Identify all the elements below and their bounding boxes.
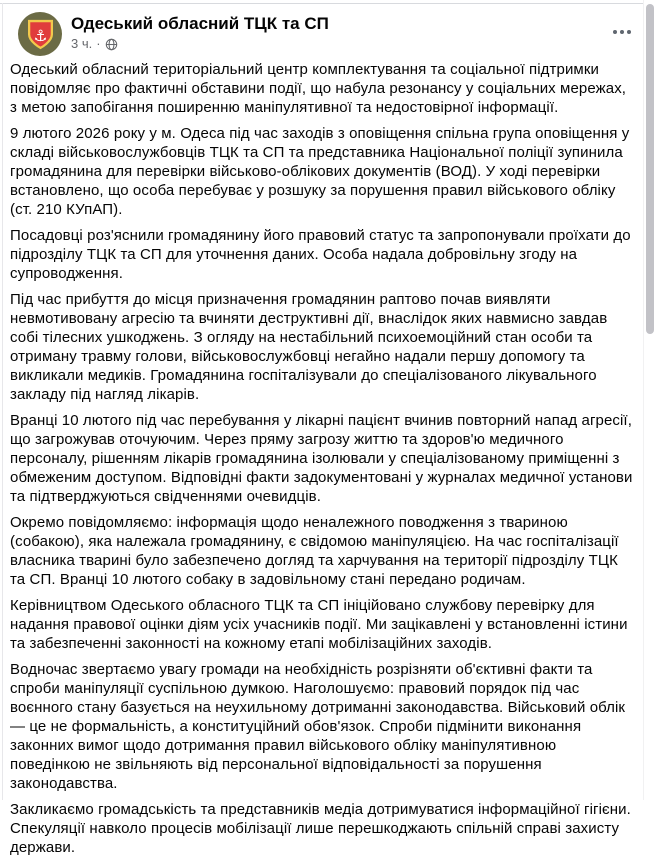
- post-paragraph: Вранці 10 лютого під час перебування у лікарні пацієнт вчинив повторний напад агресії, що загрожував оточуючим. Через пряму загрозу життю та здоров'ю медичного персоналу, рішенням лікарів громадянина ізолювали у спеціалізованому приміщенні з обмеженим доступом. Відповідні факти задокументовані у журналах медичної установи та підтверджуються свідченнями очевидців.: [10, 412, 633, 505]
- ellipsis-icon: [620, 30, 624, 34]
- anchor-shield-icon: [27, 19, 54, 50]
- post-paragraph: Закликаємо громадськість та представників медіа дотримуватися інформаційної гігієни. Спекуляції навколо процесів мобілізації лише перешкоджають спільній справі захисту держави.: [10, 801, 631, 856]
- post-header: [18, 12, 617, 56]
- scrollbar-track[interactable]: [643, 0, 657, 800]
- post-paragraph: 9 лютого 2026 року у м. Одеса під час заходів з оповіщення спільна група оповіщення у складі військовослужбовців ТЦК та СП та представника Національної поліції зупинила громадянина для перевірки військово-облікових документів (ВОД). У ході перевірки встановлено, що особа перебуває у розшуку за порушення правил військового обліку (ст. 210 КУпАП).: [10, 125, 630, 218]
- post-body: [0, 56, 641, 864]
- post-paragraph: Посадовці роз'яснили громадянину його правовий статус та запропонували проїхати до підрозділу ТЦК та СП для уточнення даних. Особа надала добровільну згоду на супроводження.: [10, 227, 631, 282]
- top-divider: [0, 3, 643, 4]
- post-paragraph: Під час прибуття до місця призначення громадянин раптово почав виявляти невмотивовану агресію та вчиняти деструктивні дії, внаслідок яких навмисно завдав собі тілесних ушкоджень. З огляду на нестабільний психоемоційний стан особи та отриману травму голови, військовослужбовці негайно надали першу допомогу та викликали медиків. Громадянина госпіталізували до спеціалізованого лікувального закладу під нагляд лікарів.: [10, 291, 608, 403]
- header-text-block: [71, 12, 329, 52]
- page-avatar[interactable]: [18, 12, 62, 56]
- ellipsis-icon: [613, 30, 617, 34]
- globe-icon: [105, 38, 118, 51]
- post-paragraph: Окремо повідомляємо: інформація щодо неналежного поводження з твариною (собакою), яка належала громадянину, є свідомою маніпуляцією. На час госпіталізації власника тварині було забезпечено догляд та харчування на території підрозділу ТЦК та СП. Вранці 10 лютого собаку в задовільному стані передано родичам.: [10, 514, 619, 588]
- scrollbar-thumb[interactable]: [646, 4, 654, 334]
- meta-separator: ·: [96, 36, 101, 51]
- post-meta-row: [71, 36, 329, 52]
- post-timestamp[interactable]: 3 ч.: [71, 36, 93, 51]
- ellipsis-icon: [627, 30, 631, 34]
- post-paragraph: Керівництвом Одеського обласного ТЦК та СП ініційовано службову перевірку для надання правової оцінки діям усіх учасників події. Ми зацікавлені у встановленні істини та забезпеченні законності на кожному етапі мобілізаційних заходів.: [10, 597, 628, 652]
- page-name-link[interactable]: Одеський обласний ТЦК та СП: [71, 14, 329, 33]
- post-paragraph: Водночас звертаємо увагу громади на необхідність розрізняти об'єктивні факти та спроби маніпуляції суспільною думкою. Наголошуємо: правовий порядок під час воєнного стану базується на неухильному дотриманні законодавства. Військовий облік — це не формальність, а конституційний обов'язок. Спроби підмінити виконання законних вимог щодо дотримання правил військового обліку маніпулятивною поведінкою не звільняють від персональної відповідальності за порушення законодавства.: [10, 661, 626, 792]
- post-paragraph: Одеський обласний територіальний центр комплектування та соціальної підтримки повідомляє про фактичні обставини події, що набула резонансу у соціальних мережах, з метою запобігання поширенню маніпулятивної та недостовірної інформації.: [10, 61, 627, 116]
- svg-text:⚓: ⚓: [33, 26, 47, 45]
- post-menu-button[interactable]: [611, 24, 633, 40]
